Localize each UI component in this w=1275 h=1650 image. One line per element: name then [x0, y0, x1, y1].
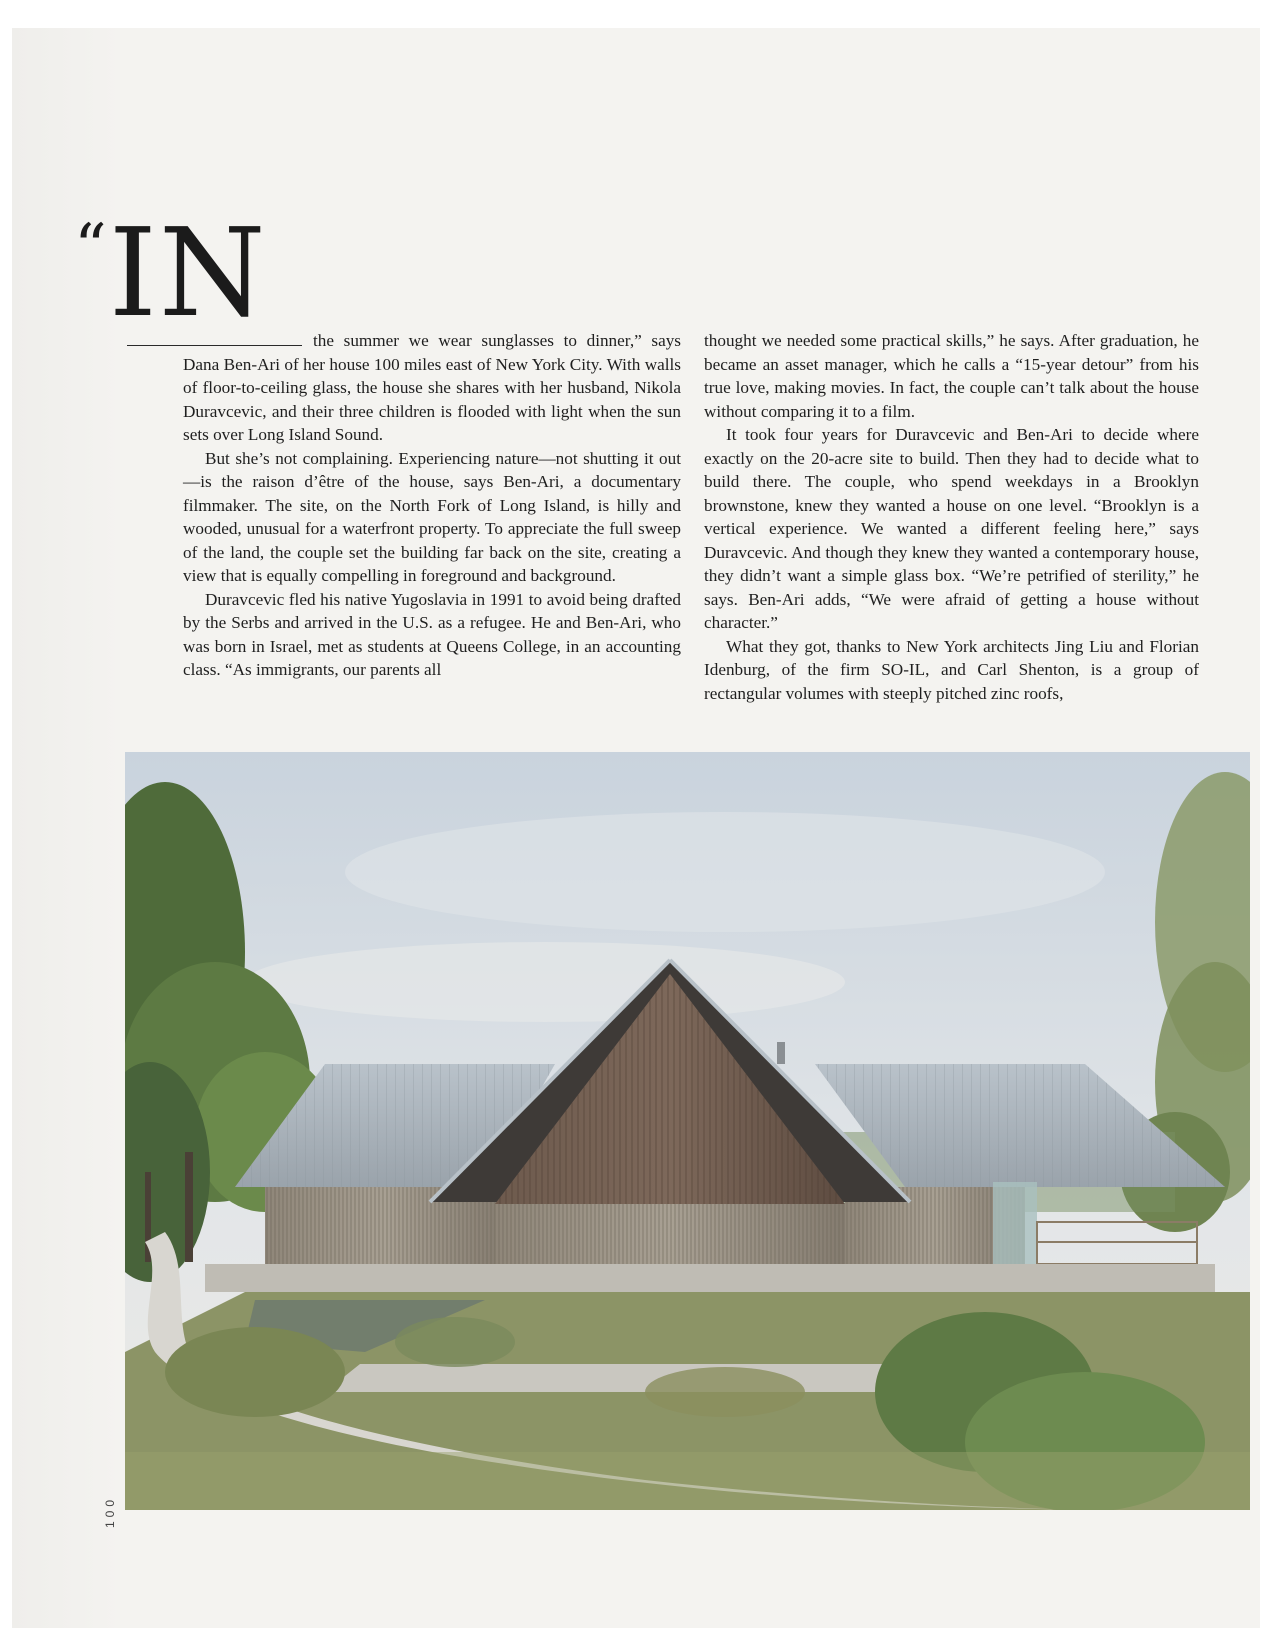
paragraph: Duravcevic fled his native Yugoslavia in 1991 to avoid being drafted by the Serbs and arrived in the U.S. as a refugee. He and Ben-Ari, who was born in Israel, met as students at Queens College, in an accounting class. “As immigrants, our parents all — [183, 589, 681, 679]
article-column-right — [704, 329, 1199, 705]
paragraph: thought we needed some practical skills,” he says. After graduation, he became an asset manager, which he calls a “15-year detour” from his true love, making movies. In fact, the couple can’t talk about the house without comparing it to a film. — [704, 331, 1199, 421]
page-number: 100 — [103, 1496, 117, 1529]
house-photograph — [125, 752, 1250, 1510]
paragraph: What they got, thanks to New York architects Jing Liu and Florian Idenburg, of the firm SO-IL, and Carl Shenton, is a group of rectangular volumes with steeply pitched zinc roofs, — [704, 636, 1199, 703]
drop-cap-heading — [74, 202, 268, 344]
drop-cap-word: IN — [108, 202, 268, 344]
paragraph: But she’s not complaining. Experiencing nature—not shutting it out—is the raison d’être of the house, says Ben-Ari, a documentary filmmaker. The site, on the North Fork of Long Island, is hilly and wooded, unusual for a waterfront property. To appreciate the full sweep of the land, the couple set the building far back on the site, creating a view that is equally compelling in foreground and background. — [183, 448, 681, 585]
paragraph-text: the summer we wear sunglasses to dinner,” says Dana Ben-Ari of her house 100 miles east of New York City. With walls of floor-to-ceiling glass, the house she shares with her husband, Nikola Duravcevic, and their three children is flooded with light when the sun sets over Long Island Sound. — [183, 331, 681, 444]
house-photo-illustration — [125, 752, 1250, 1510]
article-column-left — [183, 329, 681, 682]
drop-cap-quote: “ — [74, 211, 109, 285]
paragraph: It took four years for Duravcevic and Ben-Ari to decide where exactly on the 20-acre site to build. Then they had to decide what to build there. The couple, who spend weekdays in a Brooklyn brownstone, knew they wanted a house on one level. “Brooklyn is a vertical experience. We wanted a different feeling here,” says Duravcevic. And though they knew they wanted a contemporary house, they didn’t want a simple glass box. “We’re petrified of sterility,” he says. Ben-Ari adds, “We were afraid of getting a house without character.” — [704, 425, 1199, 632]
paragraph — [183, 329, 681, 447]
